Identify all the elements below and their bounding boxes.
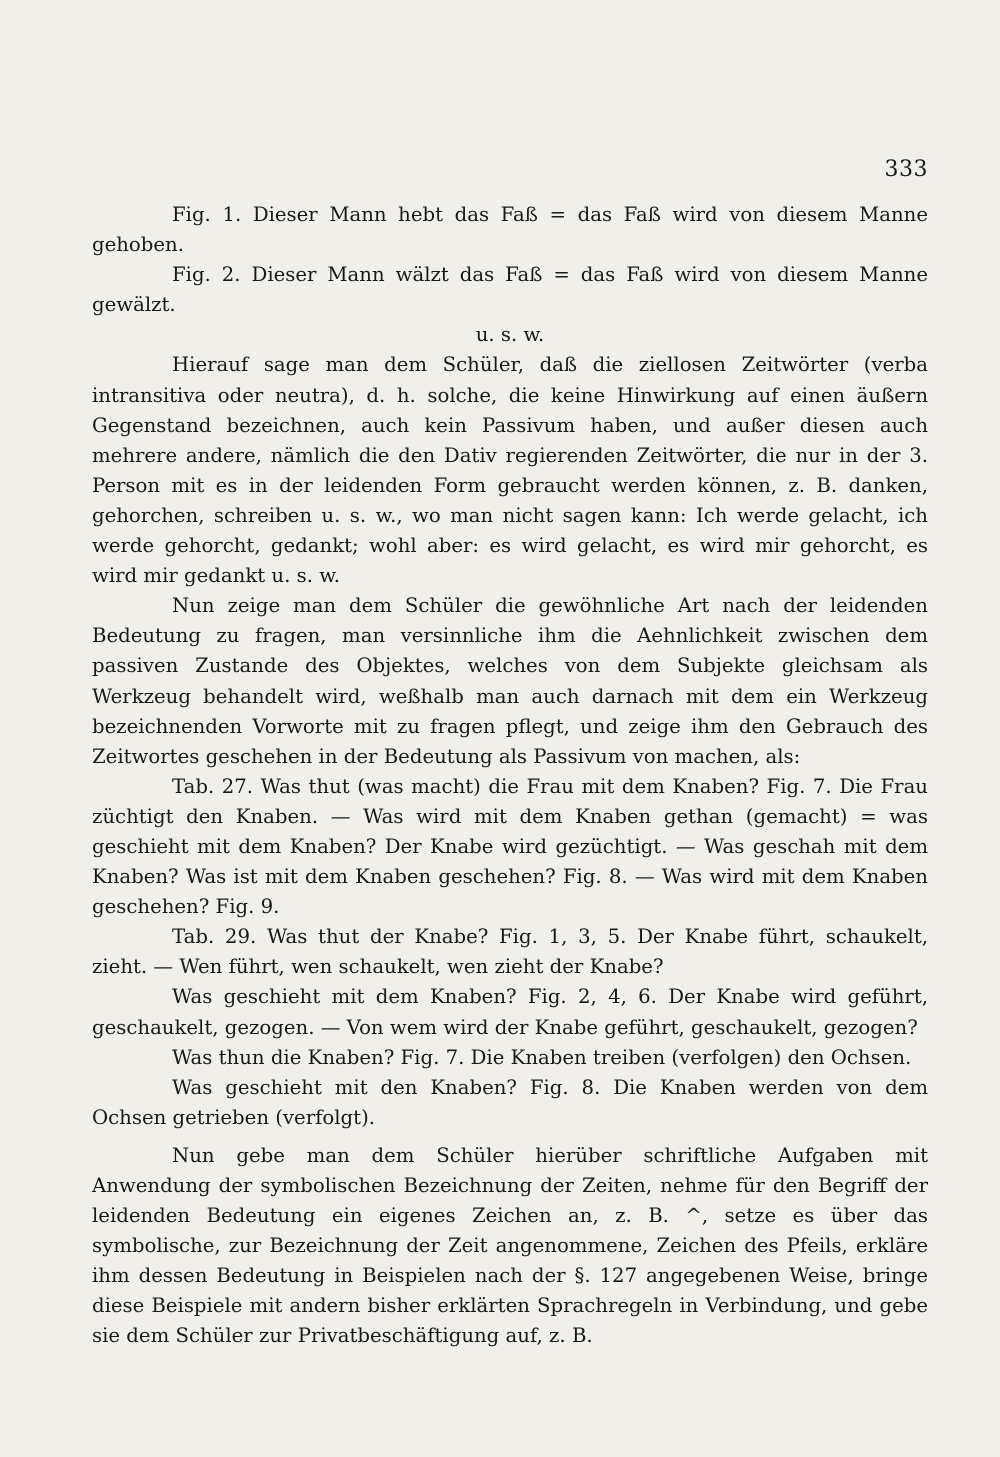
- paragraph: Was geschieht mit den Knaben? Fig. 8. Die Knaben werden von dem Ochsen getrieben (verfolgt).: [92, 1075, 928, 1129]
- paragraph: Was thun die Knaben? Fig. 7. Die Knaben treiben (verfolgen) den Ochsen.: [172, 1045, 912, 1069]
- paragraph: Nun gebe man dem Schüler hierüber schriftliche Aufgaben mit Anwendung der symbolischen Bezeichnung der Zeiten, nehme für den Begriff der leidenden Bedeutung ein eigenes Zeichen an, z. B. ^, setze es über das symbolische, zur Bezeichnung der Zeit angenommene, Zeichen des Pfeils, erkläre ihm dessen Bedeutung in Beispielen nach der §. 127 angegebenen Weise, bringe diese Beispiele mit andern bisher erklärten Sprachregeln in Verbindung, und gebe sie dem Schüler zur Privatbeschäftigung auf, z. B.: [92, 1143, 928, 1348]
- paragraph: Was geschieht mit dem Knaben? Fig. 2, 4, 6. Der Knabe wird geführt, geschaukelt, gezogen. — Von wem wird der Knabe geführt, geschaukelt, gezogen?: [92, 985, 928, 1039]
- page-number: 333: [884, 157, 928, 182]
- paragraph: Fig. 2. Dieser Mann wälzt das Faß = das Faß wird von diesem Manne gewälzt.: [92, 263, 928, 317]
- paragraph: Fig. 1. Dieser Mann hebt das Faß = das Faß wird von diesem Manne gehoben.: [92, 203, 928, 257]
- body-text: [92, 200, 928, 1352]
- paragraph-etc: u. s. w.: [475, 323, 545, 347]
- paragraph: Tab. 29. Was thut der Knabe? Fig. 1, 3, 5. Der Knabe führt, schaukelt, zieht. — Wen führt, wen schaukelt, wen zieht der Knabe?: [92, 925, 928, 979]
- paragraph: Nun zeige man dem Schüler die gewöhnliche Art nach der leidenden Bedeutung zu fragen, man versinnliche ihm die Aehnlichkeit zwischen dem passiven Zustande des Objektes, welches von dem Subjekte gleichsam als Werkzeug behandelt wird, weßhalb man auch darnach mit dem ein Werkzeug bezeichnenden Vorworte mit zu fragen pflegt, und zeige ihm den Gebrauch des Zeitwortes geschehen in der Bedeutung als Passivum von machen, als:: [92, 594, 928, 768]
- paragraph: Hierauf sage man dem Schüler, daß die ziellosen Zeitwörter (verba intransitiva oder neutra), d. h. solche, die keine Hinwirkung auf einen äußern Gegenstand bezeichnen, auch kein Passivum haben, und außer diesen auch mehrere andere, nämlich die den Dativ regierenden Zeitwörter, die nur in der 3. Person mit es in der leidenden Form gebraucht werden können, z. B. danken, gehorchen, schreiben u. s. w., wo man nicht sagen kann: Ich werde gelacht, ich werde gehorcht, gedankt; wohl aber: es wird gelacht, es wird mir gehorcht, es wird mir gedankt u. s. w.: [92, 353, 928, 588]
- paragraph: Tab. 27. Was thut (was macht) die Frau mit dem Knaben? Fig. 7. Die Frau züchtigt den Knaben. — Was wird mit dem Knaben gethan (gemacht) = was geschieht mit dem Knaben? Der Knabe wird gezüchtigt. — Was geschah mit dem Knaben? Was ist mit dem Knaben geschehen? Fig. 8. — Was wird mit dem Knaben geschehen? Fig. 9.: [92, 774, 928, 919]
